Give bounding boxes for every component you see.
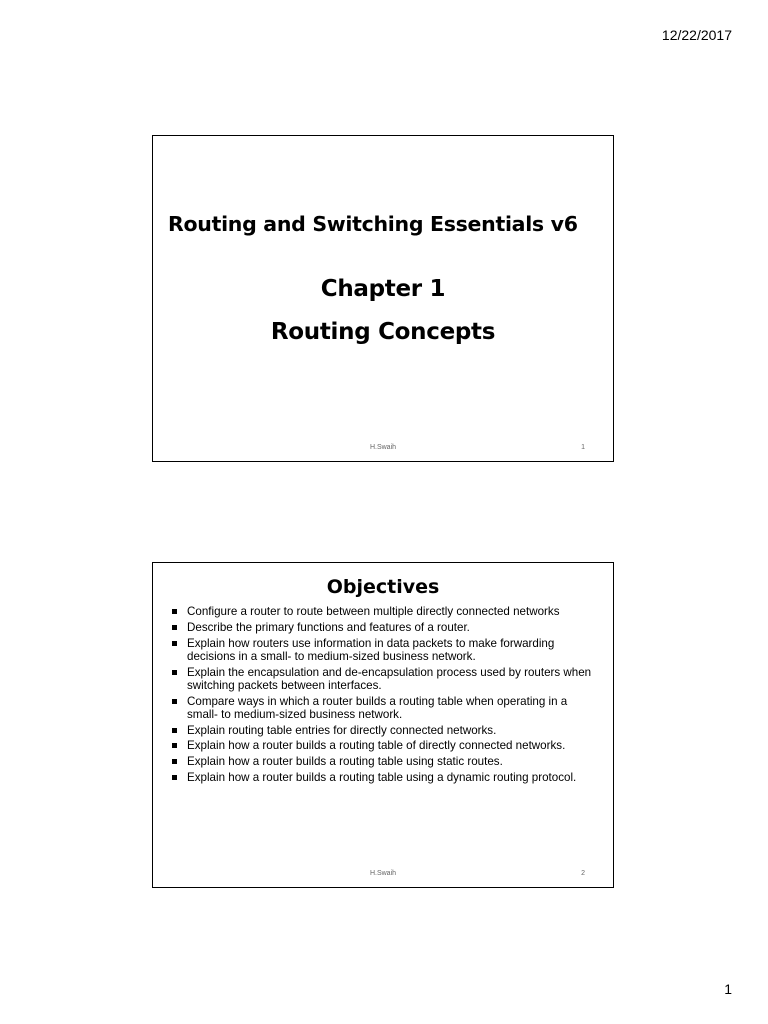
objectives-heading: Objectives bbox=[326, 576, 440, 598]
slide-2 bbox=[152, 562, 614, 888]
page-number: 1 bbox=[724, 981, 732, 997]
objectives-list bbox=[170, 605, 597, 787]
page-date: 12/22/2017 bbox=[661, 27, 732, 43]
footer-author: H.Swaih bbox=[369, 870, 397, 877]
list-item-text: Explain routing table entries for directly connected networks. bbox=[187, 723, 497, 737]
list-item bbox=[170, 771, 597, 784]
list-item-text: Compare ways in which a router builds a routing table when operating in a small- to medium-sized business network. bbox=[187, 694, 568, 721]
footer-author: H.Swaih bbox=[369, 444, 397, 451]
square-bullet-icon bbox=[172, 609, 177, 614]
course-title: Routing and Switching Essentials v6 bbox=[168, 212, 578, 236]
list-item bbox=[170, 695, 597, 721]
square-bullet-icon bbox=[172, 699, 177, 704]
slide-number: 1 bbox=[581, 444, 585, 451]
list-item bbox=[170, 739, 597, 752]
list-item-text: Explain how routers use information in data packets to make forwarding decisions in a small- to medium-sized business network. bbox=[187, 636, 555, 663]
square-bullet-icon bbox=[172, 728, 177, 733]
square-bullet-icon bbox=[172, 641, 177, 646]
slide-number: 2 bbox=[581, 870, 585, 877]
list-item-text: Configure a router to route between multiple directly connected networks bbox=[187, 605, 560, 618]
list-item bbox=[170, 637, 597, 663]
list-item-text: Explain how a router builds a routing table using a dynamic routing protocol. bbox=[187, 770, 577, 784]
list-item bbox=[170, 621, 597, 634]
square-bullet-icon bbox=[172, 743, 177, 748]
square-bullet-icon bbox=[172, 670, 177, 675]
list-item bbox=[170, 724, 597, 737]
chapter-title: Routing Concepts bbox=[270, 319, 496, 345]
list-item bbox=[170, 666, 597, 692]
list-item-text: Explain the encapsulation and de-encapsulation process used by routers when switching packets between interfaces. bbox=[187, 665, 592, 692]
list-item-text: Explain how a router builds a routing table using static routes. bbox=[187, 755, 503, 769]
slide-1 bbox=[152, 135, 614, 462]
chapter-label: Chapter 1 bbox=[320, 276, 446, 302]
square-bullet-icon bbox=[172, 775, 177, 780]
square-bullet-icon bbox=[172, 759, 177, 764]
list-item-text: Describe the primary functions and features of a router. bbox=[187, 620, 470, 634]
square-bullet-icon bbox=[172, 625, 177, 630]
list-item bbox=[170, 755, 597, 768]
list-item-text: Explain how a router builds a routing table of directly connected networks. bbox=[187, 739, 566, 753]
list-item bbox=[170, 605, 597, 618]
